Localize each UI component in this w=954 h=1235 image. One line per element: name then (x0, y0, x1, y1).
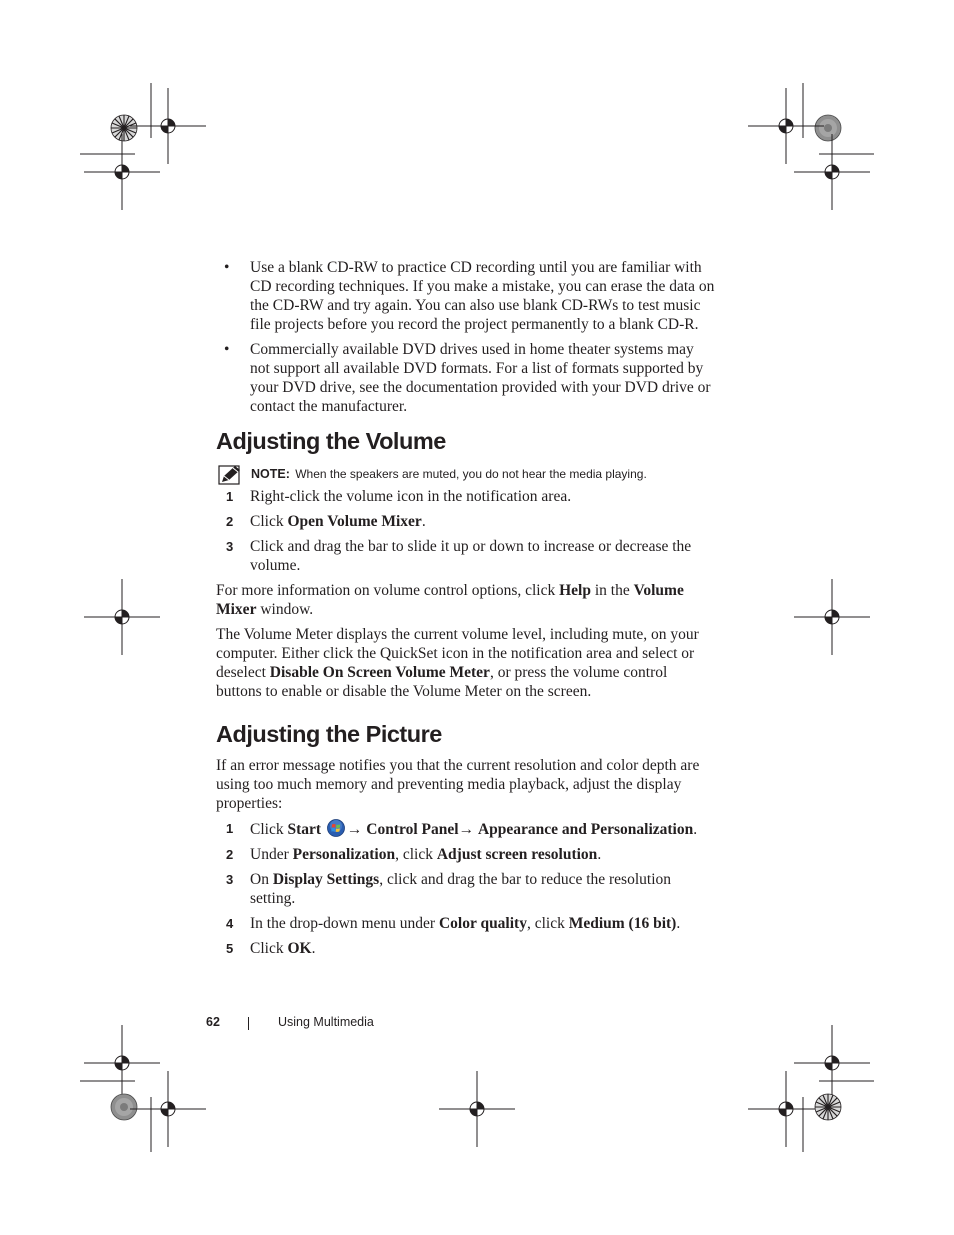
step-number: 4 (226, 916, 234, 931)
volume-steps (216, 487, 716, 575)
windows-start-orb-icon (327, 819, 345, 837)
step-number: 2 (226, 847, 234, 862)
step-text: Click and drag the bar to slide it up or down to increase or decrease the volume. (250, 538, 692, 574)
ui-term: Adjust screen resolution (436, 846, 598, 863)
step-number: 5 (226, 941, 234, 956)
picture-steps (216, 819, 716, 958)
note-box (216, 465, 716, 483)
list-item (216, 870, 716, 908)
paragraph: If an error message notifies you that the current resolution and color depth are using too much memory and preventing media playback, adjust the display properties: (216, 757, 700, 812)
step-text: . (421, 513, 426, 530)
ui-term: Start (287, 821, 322, 838)
step-text: . (311, 940, 316, 957)
step-text: . (693, 821, 698, 838)
list-item (216, 914, 716, 933)
ui-term: Help (559, 582, 591, 599)
paragraph-text: , or press the volume control buttons to enable or disable the Volume Meter on the screen. (216, 664, 668, 700)
ui-term: Disable On Screen Volume Meter (269, 664, 490, 681)
ui-term: Volume Mixer (216, 582, 684, 618)
step-text: . (597, 846, 602, 863)
step-text: Right-click the volume icon in the notification area. (250, 488, 572, 505)
ui-term: Open Volume Mixer (287, 513, 422, 530)
step-text: Click (250, 821, 288, 838)
paragraph-text: For more information on volume control options, click (216, 582, 560, 599)
step-number: 1 (226, 821, 234, 836)
step-text: Click (250, 513, 288, 530)
bullet-text: Use a blank CD-RW to practice CD recording until you are familiar with CD recording techniques. If you make a mistake, you can erase the data on the CD-RW and try again. You can also use blank CD-RWs to test music file projects before you record the project permanently to a blank CD-R. (250, 259, 715, 333)
step-text: , click (526, 915, 569, 932)
ui-term: Display Settings (272, 871, 380, 888)
arrow-text: → (346, 821, 367, 838)
note-text: When the speakers are muted, you do not hear the media playing. (295, 467, 647, 481)
paragraph (216, 581, 716, 619)
step-text: On (250, 871, 273, 888)
ui-term: OK (287, 940, 312, 957)
step-text: . (676, 915, 681, 932)
step-text: , click and drag the bar to reduce the resolution setting. (250, 871, 672, 907)
list-item (216, 340, 716, 416)
tips-list (216, 258, 716, 416)
note-label: NOTE: (251, 467, 290, 481)
ui-term: Personalization (292, 846, 396, 863)
step-number: 3 (226, 872, 234, 887)
paragraph-text: in the (590, 582, 634, 599)
list-item (216, 845, 716, 864)
ui-term: Medium (16 bit) (568, 915, 677, 932)
bullet-icon: • (224, 341, 230, 358)
arrow-text: → (458, 821, 478, 838)
section-name: Using Multimedia (278, 1015, 374, 1029)
list-item (216, 512, 716, 531)
paragraph-text: The Volume Meter displays the current volume level, including mute, on your computer. Either click the QuickSet icon in the notification area and select or deselect (216, 626, 699, 681)
step-text: , click (395, 846, 437, 863)
step-number: 3 (226, 539, 234, 554)
step-number: 1 (226, 489, 234, 504)
footer-divider (248, 1017, 249, 1030)
step-number: 2 (226, 514, 234, 529)
ui-term: Color quality (438, 915, 527, 932)
ui-term: Control Panel (366, 821, 459, 838)
page-number: 62 (206, 1015, 220, 1029)
bullet-icon: • (224, 259, 230, 276)
step-text: Under (250, 846, 293, 863)
bullet-text: Commercially available DVD drives used in home theater systems may not support all available DVD formats. For a list of formats supported by your DVD drive, see the documentation provided with your DVD drive or contact the manufacturer. (250, 341, 711, 415)
section-heading-picture: Adjusting the Picture (216, 721, 442, 747)
step-text: Click (250, 940, 288, 957)
list-item (216, 487, 716, 506)
step-text: In the drop-down menu under (250, 915, 439, 932)
ui-term: Appearance and Personalization (477, 821, 694, 838)
page-content (216, 258, 716, 964)
paragraph (216, 625, 716, 701)
list-item (216, 537, 716, 575)
list-item (216, 819, 716, 839)
list-item (216, 939, 716, 958)
list-item (216, 258, 716, 334)
paragraph-text: window. (256, 601, 314, 618)
section-heading-volume: Adjusting the Volume (216, 428, 446, 454)
